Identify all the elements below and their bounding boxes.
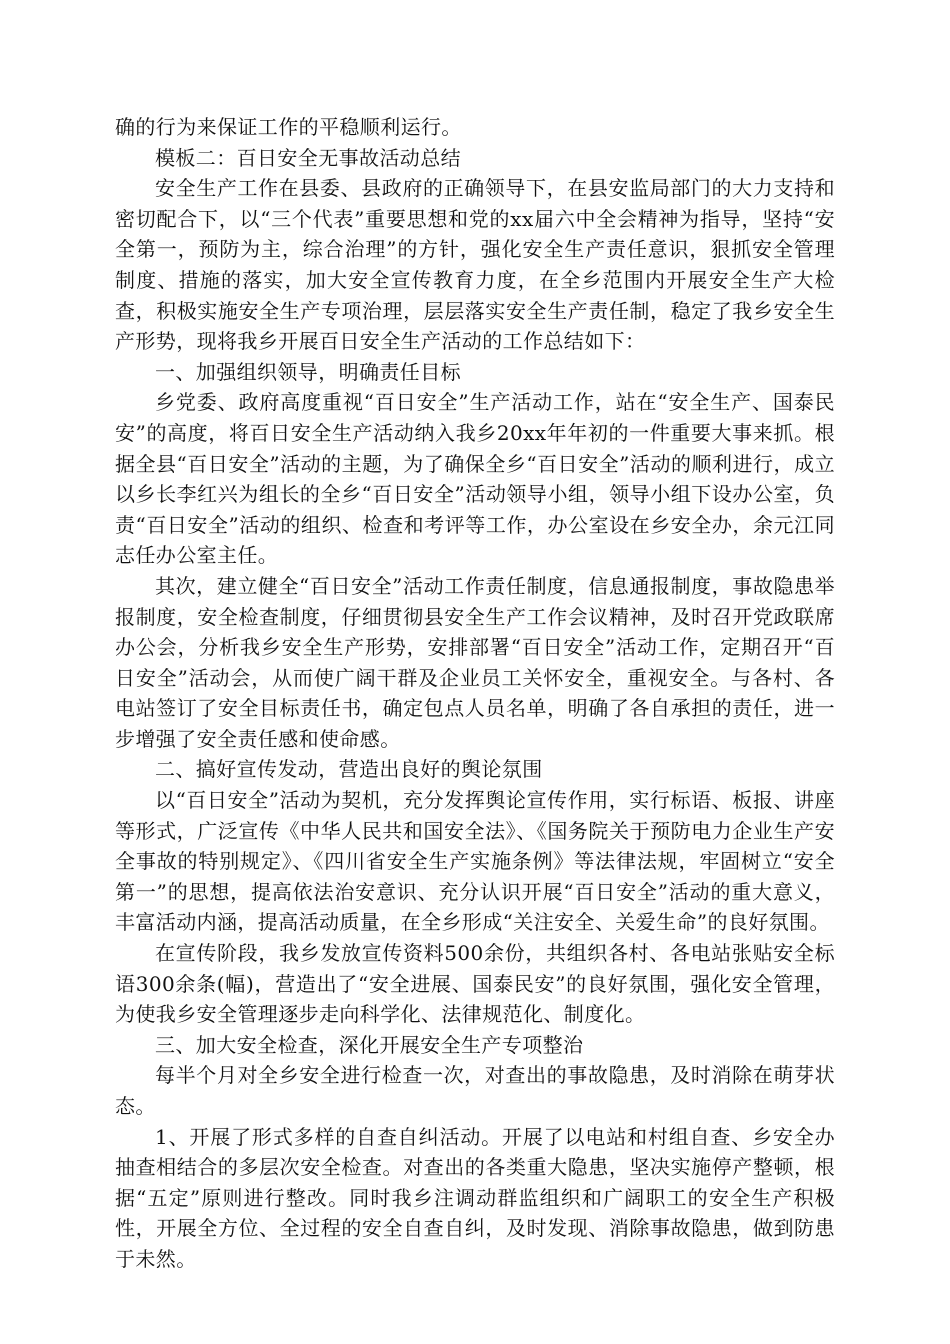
paragraph-responsibility-system: 其次，建立健全“百日安全”活动工作责任制度，信息通报制度，事故隐患举报制度，安全检查制度，仔细贯彻县安全生产工作会议精神，及时召开党政联席办公会，分析我乡安全生产形势，安排部署“百日安全”活动工作，定期召开“百日安全”活动会，从而使广阔干群及企业员工关怀安全，重视安全。与各村、各电站签订了安全目标责任书，确定包点人员名单，明确了各自承担的责任，进一步增强了安全责任感和使命感。	[115, 573, 835, 751]
heading-section-one: 一、加强组织领导，明确责任目标	[155, 359, 461, 384]
heading-section-three: 三、加大安全检查，深化开展安全生产专项整治	[155, 1032, 584, 1057]
paragraph-organization: 乡党委、政府高度重视“百日安全”生产活动工作，站在“安全生产、国泰民安”的高度，将百日安全生产活动纳入我乡20xx年年初的一件重要大事来抓。根据全县“百日安全”活动的主题，为了确保全乡“百日安全”活动的顺利进行，成立以乡长李红兴为组长的全乡“百日安全”活动领导小组，领导小组下设办公室，负责“百日安全”活动的组织、检查和考评等工作，办公室设在乡安全办，余元江同志任办公室主任。	[115, 390, 835, 568]
paragraph-self-inspection: 1、开展了形式多样的自查自纠活动。开展了以电站和村组自查、乡安全办抽查相结合的多层次安全检查。对查出的各类重大隐患，坚决实施停产整顿，根据“五定”原则进行整改。同时我乡注调动群监组织和广阔职工的安全生产积极性，开展全方位、全过程的安全自查自纠，及时发现、消除事故隐患，做到防患于未然。	[115, 1124, 835, 1271]
paragraph-inspection: 每半个月对全乡安全进行检查一次，对查出的事故隐患，及时消除在萌芽状态。	[115, 1063, 835, 1118]
heading-section-two: 二、搞好宣传发动，营造出良好的舆论氛围	[155, 757, 543, 782]
paragraph-publicity: 以“百日安全”活动为契机，充分发挥舆论宣传作用，实行标语、板报、讲座等形式，广泛宣传《中华人民共和国安全法》、《国务院关于预防电力企业生产安全事故的特别规定》、《四川省安全生产实施条例》等法律法规，牢固树立“安全第一”的思想，提高依法治安意识、充分认识开展“百日安全”活动的重大意义，丰富活动内涵，提高活动质量，在全乡形成“关注安全、关爱生命”的良好氛围。	[115, 788, 835, 935]
section-title-template-two: 模板二：百日安全无事故活动总结	[155, 145, 461, 170]
paragraph-publicity-stage: 在宣传阶段，我乡发放宣传资料500余份，共组织各村、各电站张贴安全标语300余条(幅)，营造出了“安全进展、国泰民安”的良好氛围，强化安全管理，为使我乡安全管理逐步走向科学化、法律规范化、制度化。	[115, 941, 835, 1027]
document-body	[115, 112, 835, 1275]
paragraph-introduction: 安全生产工作在县委、县政府的正确领导下，在县安监局部门的大力支持和密切配合下，以“三个代表”重要思想和党的xx届六中全会精神为指导，坚持“安全第一，预防为主，综合治理”的方针，强化安全生产责任意识，狠抓安全管理制度、措施的落实，加大安全宣传教育力度，在全乡范围内开展安全生产大检查，积极实施安全生产专项治理，层层落实安全生产责任制，稳定了我乡安全生产形势，现将我乡开展百日安全生产活动的工作总结如下：	[115, 176, 835, 354]
paragraph-continuation: 确的行为来保证工作的平稳顺利运行。	[115, 115, 462, 139]
